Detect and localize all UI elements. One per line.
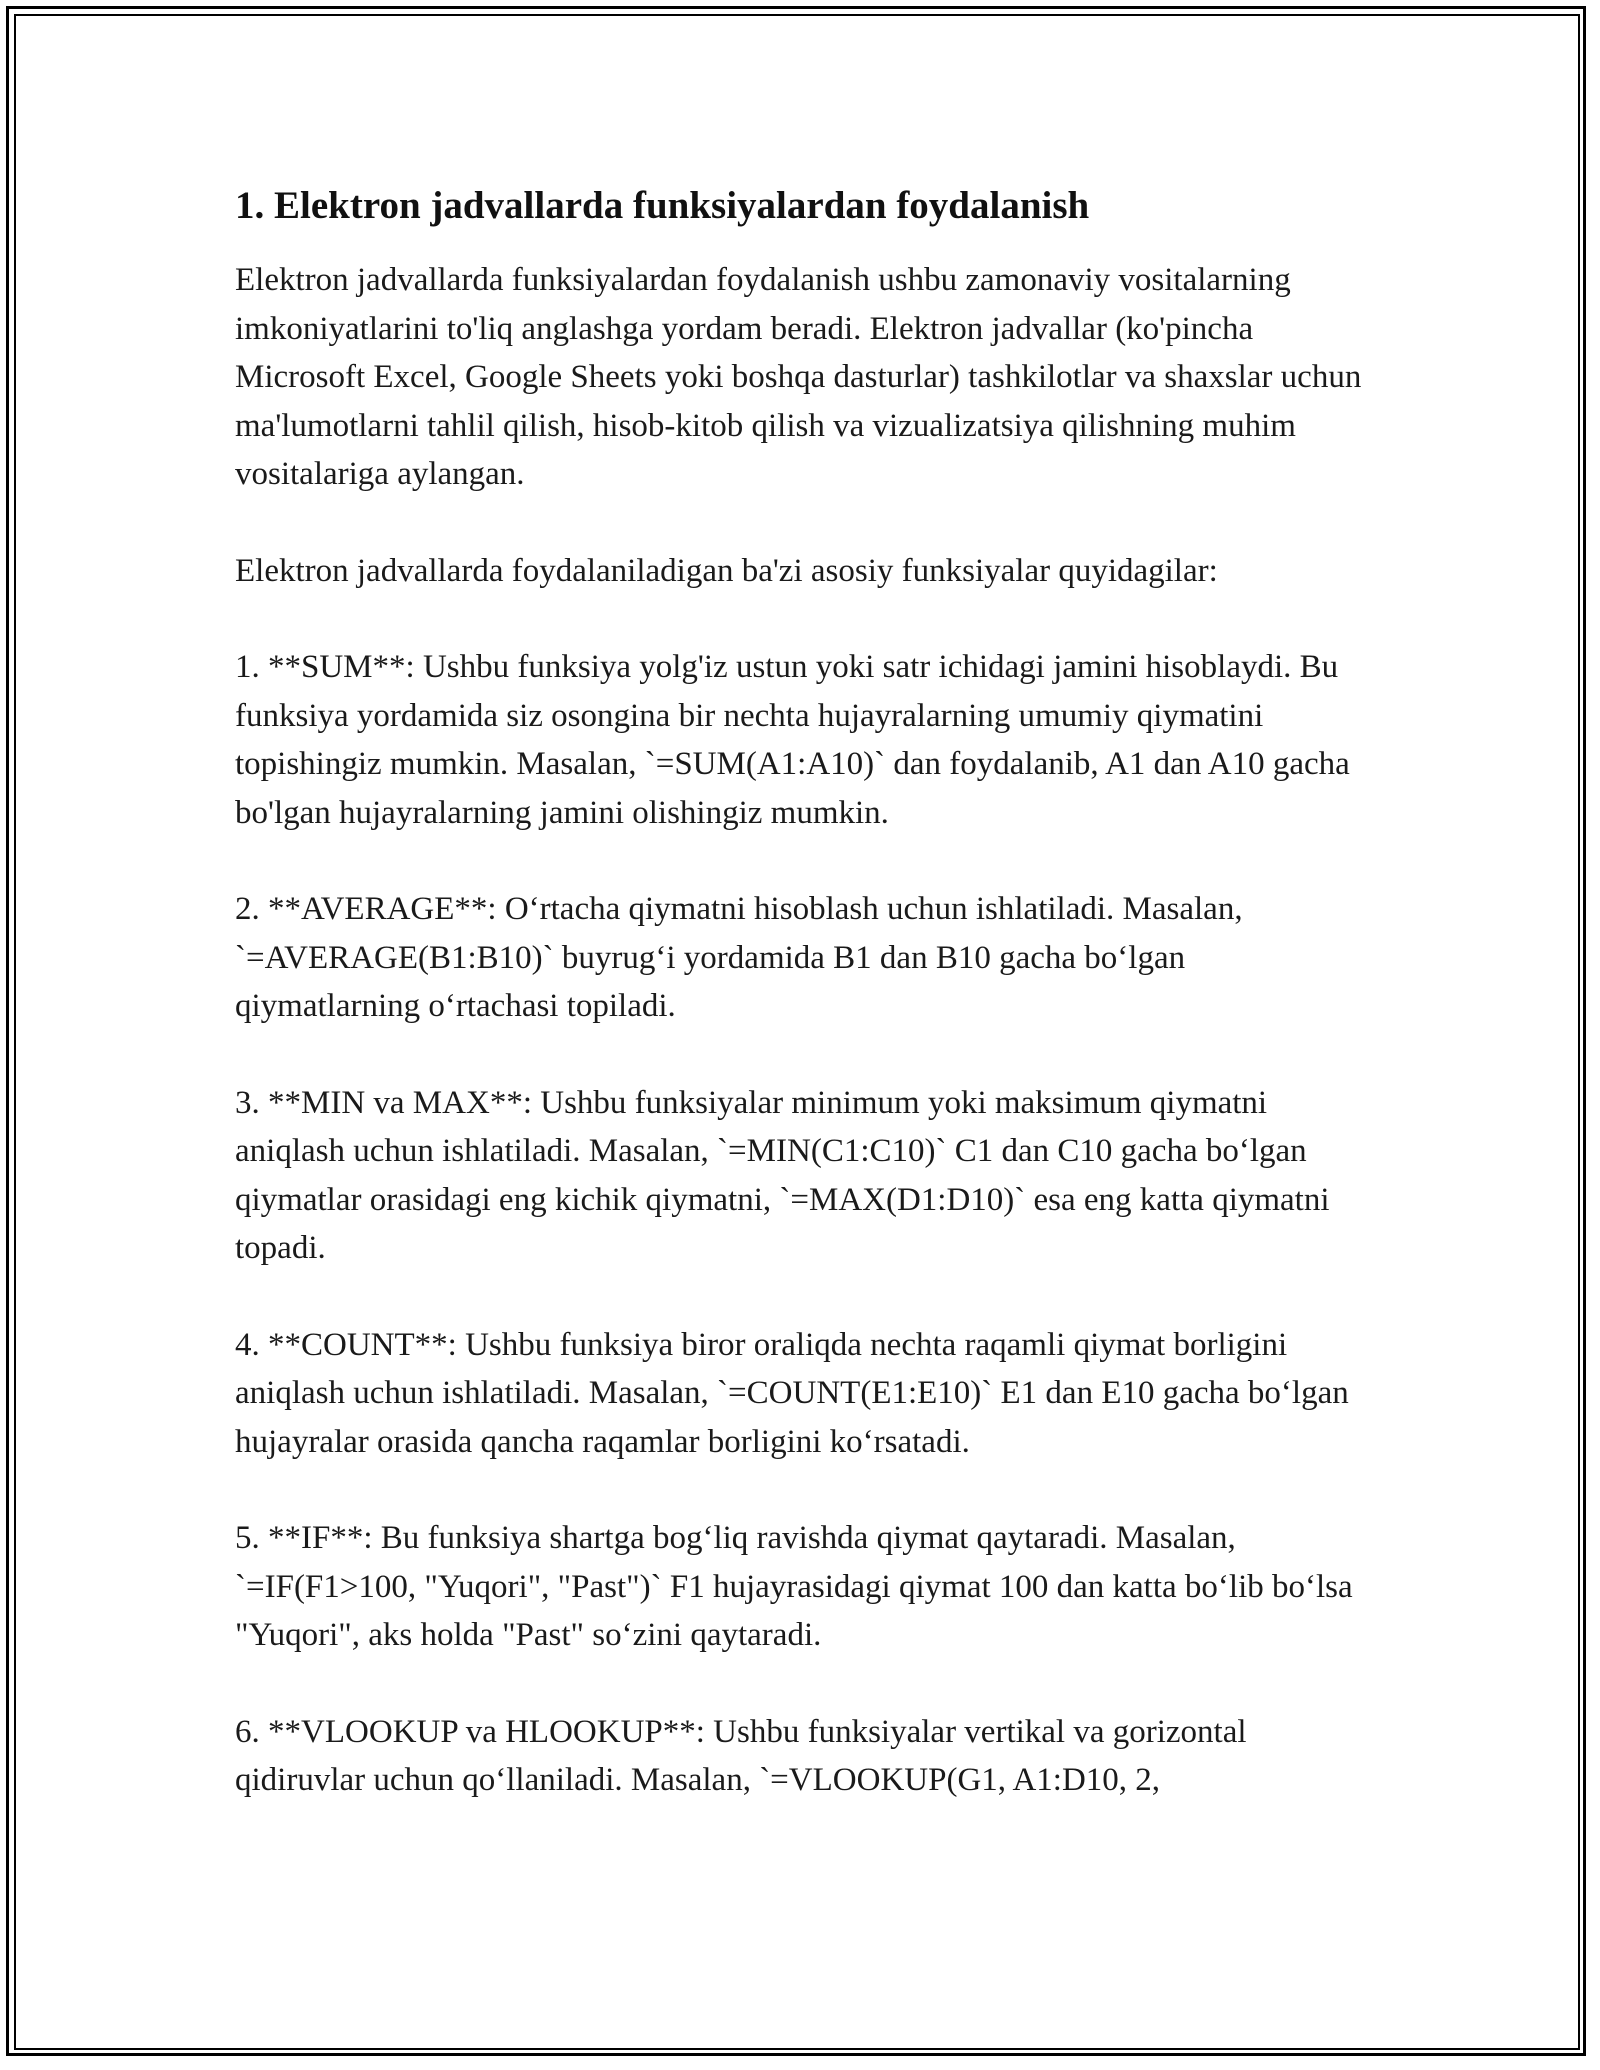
- sum-function-paragraph: 1. **SUM**: Ushbu funksiya yolg'iz ustun yoki satr ichidagi jamini hisoblaydi. Bu funksiya yordamida siz osongina bir nechta hujayralarning umumiy qiymatini topishingiz mumkin. Masalan, `=SUM(A1:A10)` dan foydalanib, A1 dan A10 gacha bo'lgan hujayralarning jamini olishingiz mumkin.: [235, 649, 1350, 831]
- min-max-function-paragraph: 3. **MIN va MAX**: Ushbu funksiyalar minimum yoki maksimum qiymatni aniqlash uchun ishlatiladi. Masalan, `=MIN(C1:C10)` C1 dan C10 gacha bo‘lgan qiymatlar orasidagi eng kichik qiymatni, `=MAX(D1:D10)` esa eng katta qiymatni topadi.: [235, 1084, 1330, 1266]
- document-body: [235, 182, 1375, 1853]
- average-function-paragraph: 2. **AVERAGE**: O‘rtacha qiymatni hisoblash uchun ishlatiladi. Masalan, `=AVERAGE(B1:B10)` buyrug‘i yordamida B1 dan B10 gacha bo‘lgan qiymatlarning o‘rtachasi topiladi.: [235, 891, 1243, 1024]
- if-function-paragraph: 5. **IF**: Bu funksiya shartga bog‘liq ravishda qiymat qaytaradi. Masalan, `=IF(F1>100, "Yuqori", "Past")` F1 hujayrasidagi qiymat 100 dan katta bo‘lib bo‘lsa "Yuqori", aks holda "Past" so‘zini qaytaradi.: [235, 1520, 1353, 1653]
- count-function-paragraph: 4. **COUNT**: Ushbu funksiya biror oraliqda nechta raqamli qiymat borligini aniqlash uchun ishlatiladi. Masalan, `=COUNT(E1:E10)` E1 dan E10 gacha bo‘lgan hujayralar orasida qancha raqamlar borligini ko‘rsatadi.: [235, 1326, 1349, 1460]
- section-heading: 1. Elektron jadvallarda funksiyalardan foydalanish: [235, 184, 1090, 227]
- functions-intro-paragraph: Elektron jadvallarda foydalaniladigan ba'zi asosiy funksiyalar quyidagilar:: [235, 552, 1218, 589]
- intro-paragraph: Elektron jadvallarda funksiyalardan foydalanish ushbu zamonaviy vositalarning imkoniyatlarini to'liq anglashga yordam beradi. Elektron jadvallar (ko'pincha Microsoft Excel, Google Sheets yoki boshqa dasturlar) tashkilotlar va shaxslar uchun ma'lumotlarni tahlil qilish, hisob-kitob qilish va vizualizatsiya qilishning muhim vositalariga aylangan.: [235, 262, 1362, 492]
- lookup-function-paragraph: 6. **VLOOKUP va HLOOKUP**: Ushbu funksiyalar vertikal va gorizontal qidiruvlar uchun qo‘llaniladi. Masalan, `=VLOOKUP(G1, A1:D10, 2,: [235, 1713, 1247, 1798]
